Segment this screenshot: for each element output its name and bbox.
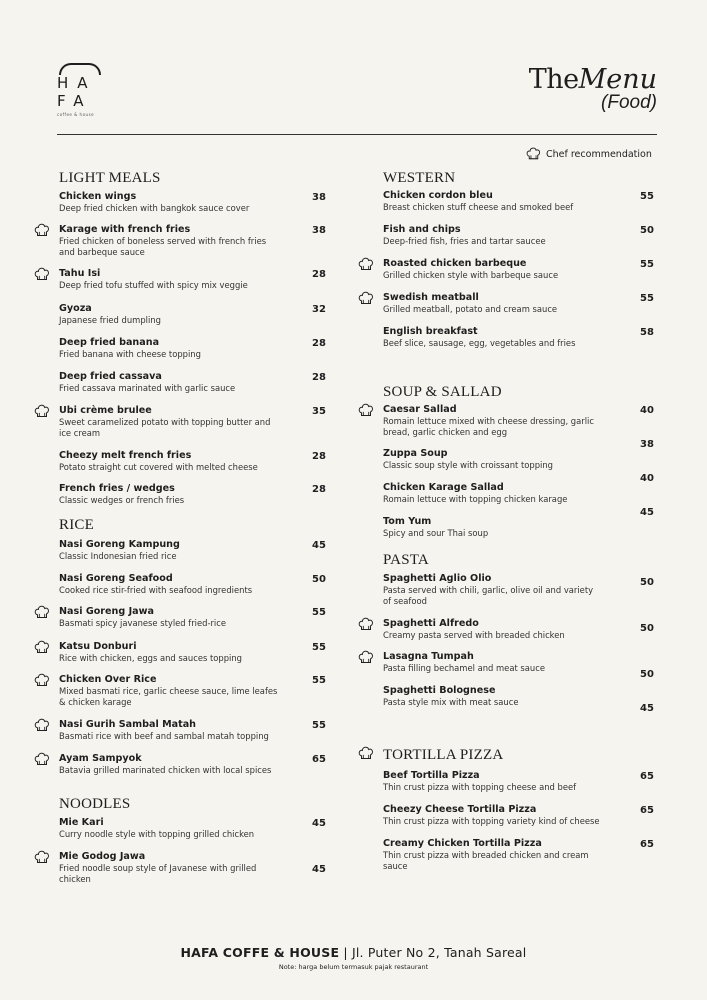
header-divider [57, 134, 657, 135]
menu-item-name: English breakfast [383, 326, 478, 337]
section-title-tortilla-pizza: TORTILLA PIZZA [383, 747, 504, 763]
menu-item-light-meals [59, 303, 329, 326]
chef-hat-icon [33, 672, 51, 690]
menu-item-description: Grilled meatball, potato and cream sauce [383, 304, 558, 314]
menu-item-pasta [383, 651, 653, 674]
menu-item-description: Mixed basmati rice, garlic cheese sauce, lime leafes & chicken karage [59, 686, 278, 707]
menu-item-description: Sweet caramelized potato with topping butter and ice cream [59, 417, 271, 438]
section-title-pasta: PASTA [383, 552, 429, 568]
brand-logo [57, 63, 103, 123]
menu-item-pasta [383, 618, 653, 641]
chef-hat-icon [357, 402, 375, 420]
menu-item-name: Nasi Gurih Sambal Matah [59, 719, 196, 730]
menu-item-description: Classic wedges or french fries [59, 495, 185, 505]
menu-item-price: 50 [640, 623, 654, 634]
menu-item-price: 50 [312, 574, 326, 585]
menu-item-name: Ubi crème brulee [59, 405, 152, 416]
footer [0, 945, 707, 960]
menu-item-description: Japanese fried dumpling [59, 315, 161, 325]
chef-hat-icon [357, 290, 375, 308]
menu-item-name: Mie Godog Jawa [59, 851, 146, 862]
menu-item-name: Ayam Sampyok [59, 753, 142, 764]
menu-item-light-meals [59, 483, 329, 506]
menu-item-soup-sallad [383, 404, 653, 438]
chef-hat-icon [33, 403, 51, 421]
section-title-western: WESTERN [383, 170, 456, 186]
menu-item-price: 45 [312, 818, 326, 829]
menu-item-western [383, 258, 653, 281]
menu-item-description: Basmati rice with beef and sambal matah topping [59, 731, 269, 741]
menu-item-rice [59, 641, 329, 664]
chef-hat-icon [33, 717, 51, 735]
section-title-light-meals: LIGHT MEALS [59, 170, 161, 186]
section-title-rice: RICE [59, 517, 94, 533]
menu-item-price: 55 [640, 259, 654, 270]
menu-item-price: 55 [640, 293, 654, 304]
menu-item-description: Beef slice, sausage, egg, vegetables and fries [383, 338, 576, 348]
menu-item-name: Tahu Isi [59, 268, 101, 279]
menu-item-price: 65 [312, 754, 326, 765]
menu-item-price: 28 [312, 451, 326, 462]
menu-item-name: Lasagna Tumpah [383, 651, 474, 662]
menu-item-name: Caesar Sallad [383, 404, 457, 415]
menu-item-light-meals [59, 371, 329, 394]
menu-item-name: Chicken Over Rice [59, 674, 157, 685]
menu-item-price: 65 [640, 805, 654, 816]
footer-address: Jl. Puter No 2, Tanah Sareal [351, 945, 527, 960]
menu-item-price: 28 [312, 338, 326, 349]
menu-item-price: 45 [312, 864, 326, 875]
menu-item-name: Swedish meatball [383, 292, 479, 303]
menu-item-name: French fries / wedges [59, 483, 175, 494]
menu-item-name: Deep fried cassava [59, 371, 162, 382]
menu-item-name: Cheezy melt french fries [59, 450, 192, 461]
chef-hat-icon [525, 146, 542, 163]
menu-item-price: 45 [640, 703, 654, 714]
menu-item-description: Deep fried chicken with bangkok sauce cover [59, 203, 250, 213]
menu-item-description: Pasta style mix with meat sauce [383, 697, 519, 707]
menu-item-description: Potato straight cut covered with melted cheese [59, 462, 258, 472]
menu-item-price: 55 [312, 642, 326, 653]
menu-item-description: Romain lettuce with topping chicken karage [383, 494, 568, 504]
menu-item-description: Basmati spicy javanese styled fried-rice [59, 618, 227, 628]
menu-item-description: Deep-fried fish, fries and tartar saucee [383, 236, 546, 246]
menu-item-price: 50 [640, 225, 654, 236]
menu-item-description: Thin crust pizza with breaded chicken and cream sauce [383, 850, 589, 871]
chef-recommendation-legend [525, 146, 652, 163]
menu-item-price: 38 [312, 225, 326, 236]
footer-brand: HAFA COFFE & HOUSE [180, 945, 340, 960]
menu-item-pasta [383, 573, 653, 607]
menu-item-description: Pasta filling bechamel and meat sauce [383, 663, 545, 673]
title-menu: Menu [578, 64, 657, 95]
menu-item-name: Beef Tortilla Pizza [383, 770, 480, 781]
menu-item-description: Grilled chicken style with barbeque sauce [383, 270, 559, 280]
menu-item-western [383, 292, 653, 315]
menu-item-name: Spaghetti Bolognese [383, 685, 496, 696]
menu-item-price: 40 [640, 405, 654, 416]
menu-item-name: Fish and chips [383, 224, 461, 235]
menu-item-name: Spaghetti Alfredo [383, 618, 479, 629]
menu-item-name: Nasi Goreng Jawa [59, 606, 154, 617]
menu-item-tortilla-pizza [383, 804, 653, 827]
menu-item-description: Thin crust pizza with topping cheese and beef [383, 782, 577, 792]
menu-item-price: 50 [640, 669, 654, 680]
menu-item-price: 40 [640, 473, 654, 484]
menu-item-description: Rice with chicken, eggs and sauces topping [59, 653, 242, 663]
menu-item-name: Spaghetti Aglio Olio [383, 573, 492, 584]
menu-item-light-meals [59, 268, 329, 291]
menu-item-price: 28 [312, 372, 326, 383]
chef-hat-icon [33, 639, 51, 657]
footer-separator: | [339, 945, 352, 960]
menu-item-description: Breast chicken stuff cheese and smoked beef [383, 202, 574, 212]
menu-item-name: Tom Yum [383, 516, 432, 527]
menu-item-light-meals [59, 405, 329, 439]
menu-item-description: Thin crust pizza with topping variety kind of cheese [383, 816, 600, 826]
menu-item-price: 38 [640, 439, 654, 450]
menu-item-light-meals [59, 191, 329, 214]
menu-item-price: 28 [312, 484, 326, 495]
chef-hat-icon [33, 849, 51, 867]
menu-item-price: 65 [640, 839, 654, 850]
menu-item-western [383, 190, 653, 213]
footer-note: Note: harga belum termasuk pajak restaurant [278, 963, 429, 971]
title-food: (Food) [601, 92, 657, 113]
menu-item-description: Pasta served with chili, garlic, olive oil and variety of seafood [383, 585, 594, 606]
menu-item-description: Fried chicken of boneless served with french fries and barbeque sauce [59, 236, 267, 257]
menu-item-soup-sallad [383, 448, 653, 471]
logo-line-2: FA [57, 92, 93, 110]
menu-item-name: Gyoza [59, 303, 92, 314]
menu-item-price: 38 [312, 192, 326, 203]
menu-item-name: Katsu Donburi [59, 641, 137, 652]
menu-item-name: Zuppa Soup [383, 448, 448, 459]
menu-item-price: 35 [312, 406, 326, 417]
menu-item-description: Fried noodle soup style of Javanese with grilled chicken [59, 863, 257, 884]
chef-hat-icon [33, 222, 51, 240]
menu-item-description: Cooked rice stir-fried with seafood ingredients [59, 585, 253, 595]
menu-item-description: Romain lettuce mixed with cheese dressing, garlic bread, garlic chicken and egg [383, 416, 594, 437]
menu-item-soup-sallad [383, 482, 653, 505]
menu-item-tortilla-pizza [383, 838, 653, 872]
menu-item-name: Nasi Goreng Seafood [59, 573, 173, 584]
menu-item-rice [59, 719, 329, 742]
menu-item-description: Fried banana with cheese topping [59, 349, 201, 359]
menu-item-description: Curry noodle style with topping grilled chicken [59, 829, 255, 839]
menu-item-name: Deep fried banana [59, 337, 160, 348]
menu-item-rice [59, 539, 329, 562]
menu-item-western [383, 224, 653, 247]
menu-item-price: 45 [312, 540, 326, 551]
menu-item-name: Chicken Karage Sallad [383, 482, 504, 493]
menu-item-name: Karage with french fries [59, 224, 191, 235]
menu-item-price: 32 [312, 304, 326, 315]
menu-item-description: Creamy pasta served with breaded chicken [383, 630, 565, 640]
chef-hat-icon [357, 649, 375, 667]
menu-item-description: Spicy and sour Thai soup [383, 528, 489, 538]
menu-item-price: 50 [640, 577, 654, 588]
section-title-noodles: NOODLES [59, 796, 131, 812]
menu-item-light-meals [59, 337, 329, 360]
section-title-soup-sallad: SOUP & SALLAD [383, 384, 502, 400]
menu-item-price: 55 [312, 720, 326, 731]
menu-item-rice [59, 753, 329, 776]
menu-item-price: 55 [640, 191, 654, 202]
menu-item-price: 65 [640, 771, 654, 782]
menu-item-noodles [59, 851, 329, 885]
title-the: The [528, 64, 579, 95]
menu-item-description: Batavia grilled marinated chicken with local spices [59, 765, 272, 775]
logo-line-1: HA [57, 74, 97, 92]
menu-item-soup-sallad [383, 516, 653, 539]
chef-hat-icon [357, 256, 375, 274]
menu-item-price: 28 [312, 269, 326, 280]
chef-hat-icon [33, 266, 51, 284]
chef-hat-icon [357, 745, 375, 763]
logo-tagline: coffee & house [57, 112, 95, 117]
menu-item-price: 58 [640, 327, 654, 338]
chef-recommendation-label: Chef recommendation [546, 149, 652, 160]
menu-item-light-meals [59, 224, 329, 258]
menu-item-name: Mie Kari [59, 817, 104, 828]
menu-item-name: Chicken cordon bleu [383, 190, 493, 201]
menu-item-name: Roasted chicken barbeque [383, 258, 527, 269]
menu-item-description: Classic Indonesian fried rice [59, 551, 177, 561]
menu-item-rice [59, 573, 329, 596]
menu-item-price: 45 [640, 507, 654, 518]
menu-item-name: Creamy Chicken Tortilla Pizza [383, 838, 542, 849]
menu-item-western [383, 326, 653, 349]
menu-item-price: 55 [312, 675, 326, 686]
chef-hat-icon [33, 604, 51, 622]
menu-item-rice [59, 606, 329, 629]
menu-item-price: 55 [312, 607, 326, 618]
menu-title [529, 64, 657, 114]
menu-item-name: Nasi Goreng Kampung [59, 539, 180, 550]
menu-item-description: Fried cassava marinated with garlic sauce [59, 383, 236, 393]
chef-hat-icon [33, 751, 51, 769]
menu-item-description: Classic soup style with croissant topping [383, 460, 553, 470]
menu-item-noodles [59, 817, 329, 840]
menu-item-name: Cheezy Cheese Tortilla Pizza [383, 804, 537, 815]
chef-hat-icon [357, 616, 375, 634]
menu-item-light-meals [59, 450, 329, 473]
menu-item-pasta [383, 685, 653, 708]
menu-item-name: Chicken wings [59, 191, 137, 202]
menu-item-rice [59, 674, 329, 708]
menu-item-description: Deep fried tofu stuffed with spicy mix veggie [59, 280, 248, 290]
menu-item-tortilla-pizza [383, 770, 653, 793]
